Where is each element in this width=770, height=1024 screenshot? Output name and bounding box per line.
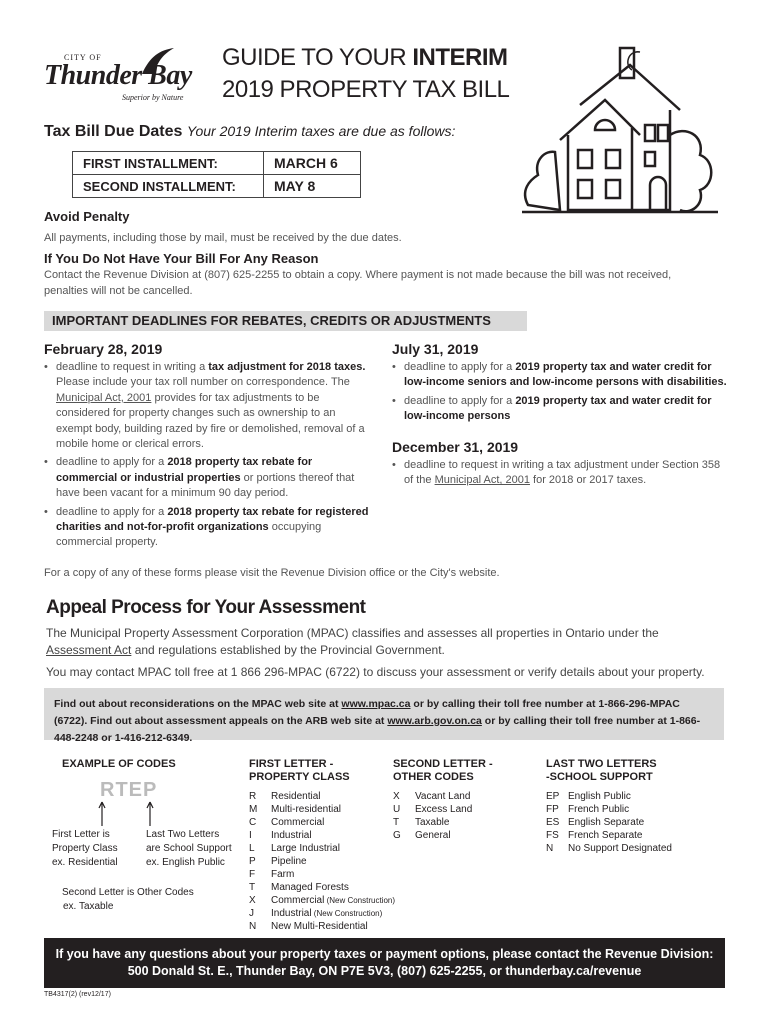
- page-title-line2: 2019 PROPERTY TAX BILL: [222, 76, 510, 103]
- code-key: J: [249, 908, 254, 919]
- second-letter-heading: SECOND LETTER - OTHER CODES: [393, 758, 493, 783]
- code-key: G: [393, 830, 401, 841]
- list-item: [546, 803, 672, 816]
- code-note: (New Construction): [311, 909, 383, 918]
- logo-flourish-icon: [140, 46, 176, 76]
- installment-label: FIRST INSTALLMENT:: [73, 152, 264, 175]
- code-pointer-arrows-icon: [90, 800, 170, 830]
- code-value: Industrial: [271, 830, 312, 841]
- code-value: French Public: [568, 804, 630, 815]
- appeal-heading: Appeal Process for Your Assessment: [46, 597, 366, 618]
- installment-date: MARCH 6: [264, 152, 361, 175]
- list-item: [249, 855, 395, 868]
- code-key: L: [249, 843, 255, 854]
- code-value: English Separate: [568, 817, 645, 828]
- code-key: X: [249, 895, 256, 906]
- installment-date: MAY 8: [264, 175, 361, 198]
- code-key: ES: [546, 817, 560, 828]
- assessment-act-link[interactable]: Assessment Act: [46, 643, 132, 657]
- logo-wordmark: Thunder Bay: [44, 60, 192, 91]
- list-item: [249, 842, 395, 855]
- code-key: FP: [546, 804, 559, 815]
- due-dates-heading: [44, 123, 455, 141]
- code-value: Farm: [271, 869, 295, 880]
- second-letter-list: [393, 790, 472, 842]
- code-value: General: [415, 830, 451, 841]
- municipal-act-link[interactable]: Municipal Act, 2001: [56, 391, 152, 404]
- code-value: English Public: [568, 791, 631, 802]
- arb-link[interactable]: www.arb.gov.on.ca: [387, 715, 482, 727]
- list-item: [393, 816, 472, 829]
- last-two-heading: LAST TWO LETTERS -SCHOOL SUPPORT: [546, 758, 657, 783]
- table-row: [73, 175, 361, 198]
- house-illustration-icon: [520, 40, 720, 220]
- list-item: [249, 907, 395, 920]
- first-letter-note: First Letter is Property Class ex. Residential: [52, 829, 118, 868]
- code-value: Commercial: [271, 817, 325, 828]
- code-value: Managed Forests: [271, 882, 349, 893]
- example-codes-heading: EXAMPLE OF CODES: [62, 758, 176, 770]
- contact-footer: [44, 938, 725, 988]
- code-value: No Support Designated: [568, 843, 672, 854]
- installment-label: SECOND INSTALLMENT:: [73, 175, 264, 198]
- code-value: Pipeline: [271, 856, 307, 867]
- footer-line-2: 500 Donald St. E., Thunder Bay, ON P7E 5V3, (807) 625-2255, or thunderbay.ca/revenue: [127, 964, 642, 978]
- second-letter-note: Second Letter is Other Codes ex. Taxable: [62, 887, 194, 912]
- list-item: [249, 894, 395, 907]
- list-item: [393, 803, 472, 816]
- forms-note: For a copy of any of these forms please visit the Revenue Division office or the City's website.: [44, 567, 500, 579]
- code-key: T: [249, 882, 256, 893]
- first-letter-heading: FIRST LETTER - PROPERTY CLASS: [249, 758, 350, 783]
- list-item: [546, 829, 672, 842]
- list-item: • deadline to apply for a 2018 property tax rebate for commercial or industrial properties or portions thereof that have been vacant for a minimum 90 day period.: [44, 455, 374, 501]
- code-key: N: [546, 843, 554, 854]
- appeal-paragraph-2: You may contact MPAC toll free at 1 866 296-MPAC (6722) to discuss your assessment or verify details about your property.: [46, 665, 705, 679]
- code-key: F: [249, 869, 256, 880]
- list-item: [546, 790, 672, 803]
- code-value: Vacant Land: [415, 791, 471, 802]
- code-value: Residential: [271, 791, 321, 802]
- list-item: • deadline to apply for a 2018 property tax rebate for registered charities and not-for-profit organizations occupying commercial property.: [44, 505, 374, 551]
- no-bill-heading: If You Do Not Have Your Bill For Any Reason: [44, 251, 319, 266]
- deadline-date-dec: December 31, 2019: [392, 439, 519, 455]
- page-title-line1: [222, 46, 508, 70]
- list-item: [249, 790, 395, 803]
- list-item: [249, 816, 395, 829]
- list-item: [249, 829, 395, 842]
- list-item: [393, 829, 472, 842]
- document-id: TB4317(2) (rev12/17): [44, 991, 111, 998]
- code-value: Multi-residential: [271, 804, 342, 815]
- avoid-penalty-text: All payments, including those by mail, must be received by the due dates.: [44, 232, 402, 244]
- list-item: [249, 868, 395, 881]
- title-prefix: GUIDE TO YOUR: [222, 44, 413, 71]
- code-key: EP: [546, 791, 560, 802]
- footer-line-1: If you have any questions about your property taxes or payment options, please contact the Revenue Division:: [55, 947, 714, 961]
- deadlines-banner: IMPORTANT DEADLINES FOR REBATES, CREDITS OR ADJUSTMENTS: [44, 311, 527, 331]
- first-letter-list: [249, 790, 395, 933]
- list-item: [249, 920, 395, 933]
- example-code: RTEP: [100, 779, 158, 801]
- code-key: M: [249, 804, 258, 815]
- list-item: • deadline to apply for a 2019 property tax and water credit for low-income seniors and low-income persons with disabilities.: [392, 360, 727, 391]
- list-item: • deadline to apply for a 2019 property tax and water credit for low-income persons: [392, 394, 727, 425]
- deadline-date-feb: February 28, 2019: [44, 341, 163, 357]
- code-note: (New Construction): [324, 896, 396, 905]
- deadline-date-jul: July 31, 2019: [392, 341, 479, 357]
- title-bold: INTERIM: [412, 44, 508, 71]
- list-item: [249, 881, 395, 894]
- no-bill-text: Contact the Revenue Division at (807) 625-2255 to obtain a copy. Where payment is not made because the bill was not received, penalties will not be cancelled.: [44, 269, 672, 297]
- code-value: French Separate: [568, 830, 643, 841]
- mpac-link[interactable]: www.mpac.ca: [341, 698, 411, 710]
- last-two-list: [546, 790, 672, 855]
- appeal-info-box: Find out about reconsiderations on the MPAC web site at www.mpac.ca or by calling their toll free number at 1-866-296-MPAC (6722). Find out about assessment appeals on the ARB web site at www.arb.gov.on.ca or by calling their toll free number at 1-866-448-2248 or 1-416-212-6349.: [44, 688, 724, 740]
- code-key: I: [249, 830, 252, 841]
- table-row: [73, 152, 361, 175]
- code-value: Large Industrial: [271, 843, 340, 854]
- list-item: • deadline to request in writing a tax adjustment under Section 358 of the Municipal Act, 2001 for 2018 or 2017 taxes.: [392, 458, 727, 489]
- code-value: Taxable: [415, 817, 450, 828]
- code-value: Commercial: [271, 895, 325, 906]
- code-key: R: [249, 791, 257, 802]
- code-key: FS: [546, 830, 559, 841]
- code-key: T: [393, 817, 400, 828]
- code-key: U: [393, 804, 401, 815]
- code-value: Industrial: [271, 908, 312, 919]
- list-item: [546, 816, 672, 829]
- list-item: [249, 803, 395, 816]
- code-value: New Multi-Residential: [271, 921, 368, 932]
- deadline-list-jul: [392, 360, 727, 428]
- municipal-act-link[interactable]: Municipal Act, 2001: [434, 474, 530, 487]
- code-key: P: [249, 856, 256, 867]
- due-dates-table: [72, 151, 361, 198]
- code-key: X: [393, 791, 400, 802]
- logo-city-of: CITY OF: [64, 53, 102, 62]
- appeal-paragraph-1: The Municipal Property Assessment Corporation (MPAC) classifies and assesses all properties in Ontario under the Assessment Act and regulations established by the Provincial Government.: [46, 626, 659, 657]
- deadline-list-dec: [392, 458, 727, 492]
- code-key: N: [249, 921, 257, 932]
- code-value: Excess Land: [415, 804, 473, 815]
- due-dates-subtitle: Your 2019 Interim taxes are due as follows:: [186, 123, 456, 139]
- last-two-note: Last Two Letters are School Support ex. English Public: [146, 829, 232, 868]
- deadline-list-feb: [44, 360, 374, 554]
- code-key: C: [249, 817, 257, 828]
- list-item: [546, 842, 672, 855]
- avoid-penalty-heading: Avoid Penalty: [44, 209, 130, 224]
- logo-tagline: Superior by Nature: [122, 93, 184, 102]
- list-item: [393, 790, 472, 803]
- list-item: • deadline to request in writing a tax adjustment for 2018 taxes. Please include your tax roll number on correspondence. The Municipal Act, 2001 provides for tax adjustments to be considered for property changes such as ownership to an exempt body, building razed by fire or demolished, removal of a mobile home or clerical errors.: [44, 360, 374, 452]
- due-dates-title: Tax Bill Due Dates: [44, 123, 183, 140]
